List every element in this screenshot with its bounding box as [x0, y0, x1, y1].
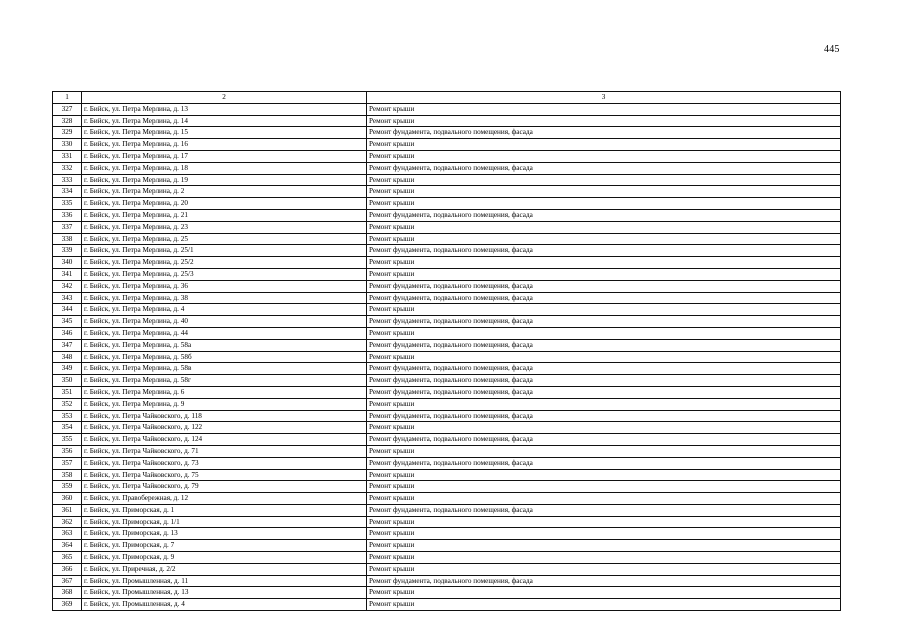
table-row [53, 103, 841, 115]
address-cell: г. Бийск, ул. Промышленная, д. 11 [82, 575, 367, 587]
address-cell: г. Бийск, ул. Петра Мерлина, д. 13 [82, 103, 367, 115]
row-number-cell: 351 [53, 386, 82, 398]
address-cell: г. Бийск, ул. Петра Мерлина, д. 14 [82, 115, 367, 127]
address-cell: г. Бийск, ул. Петра Мерлина, д. 23 [82, 221, 367, 233]
repair-type-cell: Ремонт крыши [367, 516, 841, 528]
row-number-cell: 345 [53, 316, 82, 328]
address-cell: г. Бийск, ул. Петра Мерлина, д. 44 [82, 327, 367, 339]
row-number-cell: 353 [53, 410, 82, 422]
table-row [53, 563, 841, 575]
table-row [53, 162, 841, 174]
repair-type-cell: Ремонт крыши [367, 186, 841, 198]
repair-type-cell: Ремонт фундамента, подвального помещения, фасада [367, 410, 841, 422]
address-cell: г. Бийск, ул. Петра Чайковского, д. 79 [82, 481, 367, 493]
row-number-cell: 359 [53, 481, 82, 493]
row-number-cell: 361 [53, 504, 82, 516]
address-cell: г. Бийск, ул. Петра Мерлина, д. 25 [82, 233, 367, 245]
row-number-cell: 331 [53, 150, 82, 162]
repair-type-cell: Ремонт крыши [367, 493, 841, 505]
repair-type-cell: Ремонт крыши [367, 422, 841, 434]
table-row [53, 233, 841, 245]
row-number-cell: 330 [53, 139, 82, 151]
row-number-cell: 354 [53, 422, 82, 434]
row-number-cell: 336 [53, 209, 82, 221]
address-cell: г. Бийск, ул. Петра Мерлина, д. 9 [82, 398, 367, 410]
address-cell: г. Бийск, ул. Приморская, д. 1/1 [82, 516, 367, 528]
repair-type-cell: Ремонт фундамента, подвального помещения, фасада [367, 386, 841, 398]
row-number-cell: 346 [53, 327, 82, 339]
repair-type-cell: Ремонт крыши [367, 233, 841, 245]
address-cell: г. Бийск, ул. Петра Чайковского, д. 75 [82, 469, 367, 481]
repair-type-cell: Ремонт крыши [367, 445, 841, 457]
row-number-cell: 342 [53, 280, 82, 292]
repair-type-cell: Ремонт крыши [367, 552, 841, 564]
table-row [53, 434, 841, 446]
table-row [53, 504, 841, 516]
row-number-cell: 332 [53, 162, 82, 174]
table-row [53, 445, 841, 457]
table-row [53, 316, 841, 328]
row-number-cell: 347 [53, 339, 82, 351]
repair-type-cell: Ремонт крыши [367, 257, 841, 269]
address-cell: г. Бийск, ул. Петра Мерлина, д. 25/1 [82, 245, 367, 257]
repair-type-cell: Ремонт крыши [367, 198, 841, 210]
repair-type-cell: Ремонт фундамента, подвального помещения, фасада [367, 280, 841, 292]
repair-type-cell: Ремонт фундамента, подвального помещения, фасада [367, 209, 841, 221]
row-number-cell: 362 [53, 516, 82, 528]
address-cell: г. Бийск, ул. Петра Мерлина, д. 20 [82, 198, 367, 210]
address-cell: г. Бийск, ул. Приморская, д. 7 [82, 540, 367, 552]
table-row [53, 127, 841, 139]
table-row [53, 245, 841, 257]
table-row [53, 528, 841, 540]
row-number-cell: 348 [53, 351, 82, 363]
address-cell: г. Бийск, ул. Петра Чайковского, д. 118 [82, 410, 367, 422]
row-number-cell: 355 [53, 434, 82, 446]
repair-type-cell: Ремонт крыши [367, 469, 841, 481]
table-row [53, 327, 841, 339]
row-number-cell: 337 [53, 221, 82, 233]
row-number-cell: 328 [53, 115, 82, 127]
row-number-cell: 333 [53, 174, 82, 186]
repair-type-cell: Ремонт крыши [367, 268, 841, 280]
row-number-cell: 339 [53, 245, 82, 257]
table-row [53, 304, 841, 316]
repair-type-cell: Ремонт крыши [367, 304, 841, 316]
table-row [53, 198, 841, 210]
page-number: 445 [824, 44, 840, 55]
table-row [53, 174, 841, 186]
table-row [53, 139, 841, 151]
table-row [53, 209, 841, 221]
repair-type-cell: Ремонт фундамента, подвального помещения, фасада [367, 162, 841, 174]
table-row [53, 363, 841, 375]
row-number-cell: 366 [53, 563, 82, 575]
address-cell: г. Бийск, ул. Петра Мерлина, д. 21 [82, 209, 367, 221]
repair-type-cell: Ремонт крыши [367, 174, 841, 186]
address-cell: г. Бийск, ул. Приморская, д. 1 [82, 504, 367, 516]
repair-type-cell: Ремонт фундамента, подвального помещения, фасада [367, 292, 841, 304]
repair-type-cell: Ремонт крыши [367, 587, 841, 599]
table-row [53, 493, 841, 505]
repair-type-cell: Ремонт фундамента, подвального помещения, фасада [367, 575, 841, 587]
row-number-cell: 329 [53, 127, 82, 139]
table-row [53, 280, 841, 292]
row-number-cell: 364 [53, 540, 82, 552]
address-cell: г. Бийск, ул. Петра Мерлина, д. 58б [82, 351, 367, 363]
address-cell: г. Бийск, ул. Петра Мерлина, д. 58а [82, 339, 367, 351]
table-header-row [53, 92, 841, 104]
address-cell: г. Бийск, ул. Петра Мерлина, д. 15 [82, 127, 367, 139]
table-row [53, 268, 841, 280]
table-row [53, 398, 841, 410]
address-cell: г. Бийск, ул. Петра Мерлина, д. 18 [82, 162, 367, 174]
table-row [53, 469, 841, 481]
table-row [53, 516, 841, 528]
address-cell: г. Бийск, ул. Промышленная, д. 4 [82, 599, 367, 611]
address-cell: г. Бийск, ул. Петра Чайковского, д. 122 [82, 422, 367, 434]
table-row [53, 292, 841, 304]
repair-type-cell: Ремонт фундамента, подвального помещения, фасада [367, 504, 841, 516]
table-row [53, 186, 841, 198]
address-cell: г. Бийск, ул. Петра Мерлина, д. 25/2 [82, 257, 367, 269]
repair-type-cell: Ремонт крыши [367, 563, 841, 575]
column-header-1: 1 [53, 92, 82, 104]
repair-register-table [52, 91, 841, 611]
address-cell: г. Бийск, ул. Петра Мерлина, д. 40 [82, 316, 367, 328]
table-row [53, 422, 841, 434]
repair-type-cell: Ремонт фундамента, подвального помещения, фасада [367, 245, 841, 257]
table-row [53, 339, 841, 351]
repair-type-cell: Ремонт фундамента, подвального помещения, фасада [367, 375, 841, 387]
table-row [53, 575, 841, 587]
address-cell: г. Бийск, ул. Петра Мерлина, д. 6 [82, 386, 367, 398]
row-number-cell: 341 [53, 268, 82, 280]
address-cell: г. Бийск, ул. Петра Мерлина, д. 58в [82, 363, 367, 375]
row-number-cell: 349 [53, 363, 82, 375]
row-number-cell: 357 [53, 457, 82, 469]
row-number-cell: 327 [53, 103, 82, 115]
row-number-cell: 350 [53, 375, 82, 387]
row-number-cell: 363 [53, 528, 82, 540]
row-number-cell: 367 [53, 575, 82, 587]
address-cell: г. Бийск, ул. Петра Чайковского, д. 71 [82, 445, 367, 457]
row-number-cell: 343 [53, 292, 82, 304]
repair-type-cell: Ремонт крыши [367, 150, 841, 162]
address-cell: г. Бийск, ул. Петра Мерлина, д. 16 [82, 139, 367, 151]
table-row [53, 457, 841, 469]
repair-type-cell: Ремонт крыши [367, 351, 841, 363]
table-row [53, 150, 841, 162]
repair-type-cell: Ремонт фундамента, подвального помещения, фасада [367, 434, 841, 446]
table-row [53, 410, 841, 422]
table-row [53, 115, 841, 127]
address-cell: г. Бийск, ул. Промышленная, д. 13 [82, 587, 367, 599]
table-row [53, 599, 841, 611]
table-row [53, 540, 841, 552]
repair-type-cell: Ремонт крыши [367, 115, 841, 127]
repair-type-cell: Ремонт крыши [367, 221, 841, 233]
address-cell: г. Бийск, ул. Приморская, д. 13 [82, 528, 367, 540]
repair-type-cell: Ремонт фундамента, подвального помещения, фасада [367, 127, 841, 139]
repair-type-cell: Ремонт крыши [367, 599, 841, 611]
address-cell: г. Бийск, ул. Петра Мерлина, д. 36 [82, 280, 367, 292]
table-row [53, 375, 841, 387]
row-number-cell: 340 [53, 257, 82, 269]
table-row [53, 552, 841, 564]
table-row [53, 481, 841, 493]
repair-type-cell: Ремонт фундамента, подвального помещения, фасада [367, 316, 841, 328]
row-number-cell: 369 [53, 599, 82, 611]
row-number-cell: 368 [53, 587, 82, 599]
table-row [53, 257, 841, 269]
row-number-cell: 352 [53, 398, 82, 410]
row-number-cell: 360 [53, 493, 82, 505]
table-row [53, 587, 841, 599]
table-row [53, 386, 841, 398]
address-cell: г. Бийск, ул. Петра Мерлина, д. 58г [82, 375, 367, 387]
address-cell: г. Бийск, ул. Правобережная, д. 12 [82, 493, 367, 505]
repair-type-cell: Ремонт фундамента, подвального помещения, фасада [367, 457, 841, 469]
address-cell: г. Бийск, ул. Петра Чайковского, д. 124 [82, 434, 367, 446]
address-cell: г. Бийск, ул. Петра Мерлина, д. 2 [82, 186, 367, 198]
column-header-2: 2 [82, 92, 367, 104]
row-number-cell: 338 [53, 233, 82, 245]
row-number-cell: 365 [53, 552, 82, 564]
repair-type-cell: Ремонт фундамента, подвального помещения, фасада [367, 339, 841, 351]
address-cell: г. Бийск, ул. Петра Мерлина, д. 25/3 [82, 268, 367, 280]
row-number-cell: 358 [53, 469, 82, 481]
repair-type-cell: Ремонт крыши [367, 103, 841, 115]
repair-type-cell: Ремонт крыши [367, 398, 841, 410]
address-cell: г. Бийск, ул. Приречная, д. 2/2 [82, 563, 367, 575]
table-body [53, 103, 841, 610]
table-row [53, 351, 841, 363]
repair-type-cell: Ремонт крыши [367, 139, 841, 151]
repair-type-cell: Ремонт крыши [367, 528, 841, 540]
column-header-3: 3 [367, 92, 841, 104]
row-number-cell: 344 [53, 304, 82, 316]
address-cell: г. Бийск, ул. Петра Чайковского, д. 73 [82, 457, 367, 469]
address-cell: г. Бийск, ул. Приморская, д. 9 [82, 552, 367, 564]
address-cell: г. Бийск, ул. Петра Мерлина, д. 17 [82, 150, 367, 162]
address-cell: г. Бийск, ул. Петра Мерлина, д. 38 [82, 292, 367, 304]
repair-type-cell: Ремонт крыши [367, 481, 841, 493]
table-row [53, 221, 841, 233]
row-number-cell: 356 [53, 445, 82, 457]
address-cell: г. Бийск, ул. Петра Мерлина, д. 4 [82, 304, 367, 316]
repair-type-cell: Ремонт крыши [367, 327, 841, 339]
row-number-cell: 334 [53, 186, 82, 198]
row-number-cell: 335 [53, 198, 82, 210]
repair-type-cell: Ремонт фундамента, подвального помещения, фасада [367, 363, 841, 375]
address-cell: г. Бийск, ул. Петра Мерлина, д. 19 [82, 174, 367, 186]
repair-type-cell: Ремонт крыши [367, 540, 841, 552]
